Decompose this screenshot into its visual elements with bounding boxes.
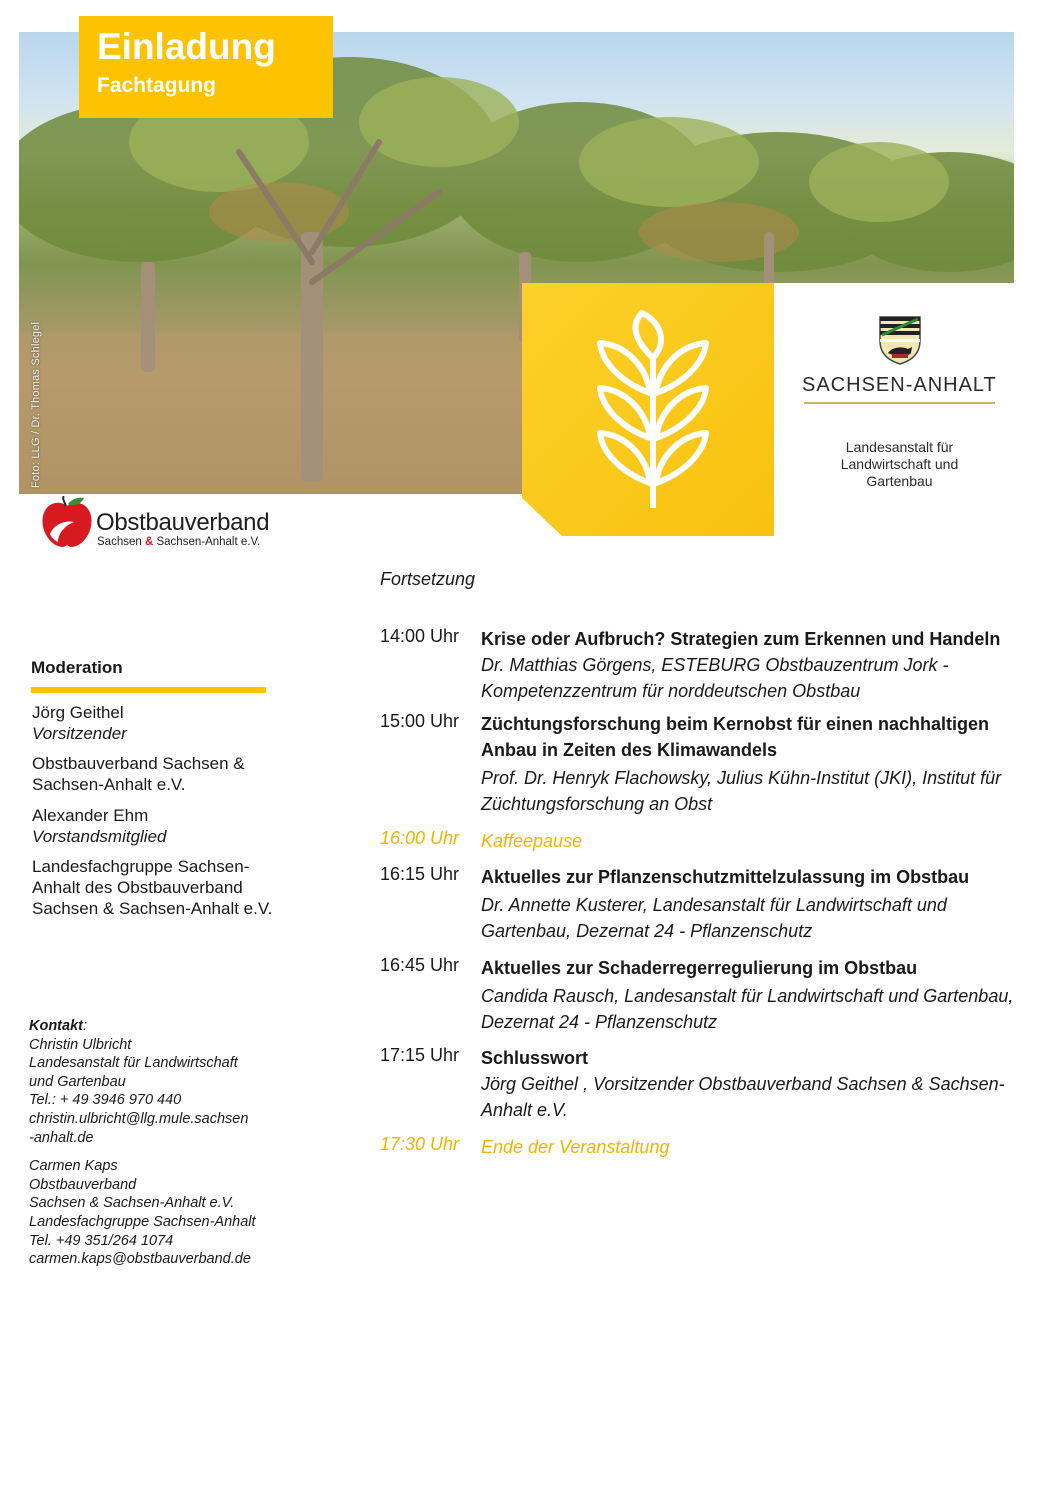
- ov-sub-right: Sachsen-Anhalt e.V.: [156, 536, 261, 548]
- page-subtitle: Fachtagung: [97, 74, 216, 97]
- item-time: 15:00 Uhr: [380, 711, 460, 731]
- page-title: Einladung: [97, 26, 276, 67]
- item-speaker: Candida Rausch, Landesanstalt für Landwirtschaft und Gartenbau, Dezernat 24 - Pflanzenschutz: [481, 986, 1014, 1032]
- item-speaker: Prof. Dr. Henryk Flachowsky, Julius Kühn-Institut (JKI), Institut für Züchtungsforschung an Obst: [481, 768, 1002, 814]
- contact-label: Kontakt: [29, 1018, 83, 1034]
- item-speaker: Jörg Geithel , Vorsitzender Obstbauverband Sachsen & Sachsen-Anhalt e.V.: [481, 1074, 1005, 1120]
- contact-line: Landesfachgruppe Sachsen-Anhalt: [29, 1213, 256, 1230]
- photo-credit: Foto: LLG / Dr. Thomas Schlegel: [30, 321, 42, 488]
- moderator-org: Obstbauverband Sachsen & Sachsen-Anhalt e.V.: [32, 754, 245, 794]
- item-time: 17:30 Uhr: [380, 1134, 460, 1154]
- contact-phone: Tel.: + 49 3946 970 440: [29, 1092, 182, 1109]
- contact-line: Obstbauverband: [29, 1176, 137, 1193]
- item-time: 14:00 Uhr: [380, 626, 460, 646]
- state-divider: [804, 402, 995, 404]
- ov-logo-subtitle: [97, 536, 260, 548]
- apple-logo-icon: [40, 496, 94, 550]
- agency-line-2: Landwirtschaft und: [840, 456, 959, 472]
- moderator-name: Alexander Ehm: [32, 806, 149, 825]
- item-time: 16:00 Uhr: [380, 828, 460, 848]
- contact-phone: Tel. +49 351/264 1074: [29, 1232, 174, 1249]
- wheat-logo-tile: [522, 283, 774, 536]
- moderator-role: Vorsitzender: [32, 724, 127, 743]
- contact-email-cont[interactable]: -anhalt.de: [29, 1129, 94, 1146]
- contact-line: Christin Ulbricht: [29, 1036, 132, 1053]
- item-title: Aktuelles zur Schaderregerregulierung im Obstbau: [481, 958, 918, 978]
- item-title: Schlusswort: [481, 1048, 589, 1068]
- state-name: SACHSEN-ANHALT: [802, 374, 997, 396]
- contact-line: Landesanstalt für Landwirtschaft: [29, 1055, 238, 1072]
- wheat-icon: [522, 283, 774, 536]
- item-speaker: Dr. Matthias Görgens, ESTEBURG Obstbauzentrum Jork - Kompetenzzentrum für norddeutschen Obstbau: [481, 655, 949, 701]
- item-time: 17:15 Uhr: [380, 1045, 460, 1065]
- moderator-block: [32, 805, 292, 847]
- contact-colon: :: [82, 1018, 88, 1034]
- moderator-org: Landesfachgruppe Sachsen-Anhalt des Obstbauverband Sachsen & Sachsen-Anhalt e.V.: [32, 857, 273, 918]
- state-logo-tile: [774, 283, 1025, 536]
- item-title: Krise oder Aufbruch? Strategien zum Erkennen und Handeln: [481, 629, 1001, 649]
- item-title: Aktuelles zur Pflanzenschutzmittelzulassung im Obstbau: [481, 867, 970, 887]
- moderator-org-block: [32, 753, 267, 795]
- ov-logo-name: Obstbauverband: [96, 509, 270, 536]
- moderation-divider: [31, 687, 266, 693]
- item-title: Ende der Veranstaltung: [481, 1137, 670, 1157]
- contact-line: Sachsen & Sachsen-Anhalt e.V.: [29, 1195, 235, 1212]
- moderator-role: Vorstandsmitglied: [32, 827, 167, 846]
- item-time: 16:15 Uhr: [380, 864, 460, 884]
- contact-email[interactable]: christin.ulbricht@llg.mule.sachsen: [29, 1110, 249, 1127]
- item-title: Züchtungsforschung beim Kernobst für einen nachhaltigen Anbau in Zeiten des Klimawandels: [481, 714, 990, 760]
- moderator-org-block: [32, 856, 282, 919]
- contact-email[interactable]: carmen.kaps@obstbauverband.de: [29, 1251, 251, 1268]
- item-time: 16:45 Uhr: [380, 955, 460, 975]
- agency-line-1: Landesanstalt für: [845, 439, 954, 455]
- ov-sub-ampersand: &: [144, 536, 154, 548]
- moderator-name: Jörg Geithel: [32, 703, 124, 722]
- moderator-block: [32, 702, 292, 744]
- moderation-heading: Moderation: [31, 658, 123, 677]
- contact-line: Carmen Kaps: [29, 1158, 118, 1175]
- contact-block: [29, 1017, 299, 1269]
- agency-line-3: Gartenbau: [866, 473, 933, 489]
- continuation-label: Fortsetzung: [380, 569, 476, 589]
- contact-line: und Gartenbau: [29, 1073, 126, 1090]
- item-title: Kaffeepause: [481, 831, 583, 851]
- item-speaker: Dr. Annette Kusterer, Landesanstalt für Landwirtschaft und Gartenbau, Dezernat 24 - Pflanzenschutz: [481, 895, 947, 941]
- ov-sub-left: Sachsen: [97, 536, 142, 548]
- coat-of-arms-icon: [878, 315, 922, 365]
